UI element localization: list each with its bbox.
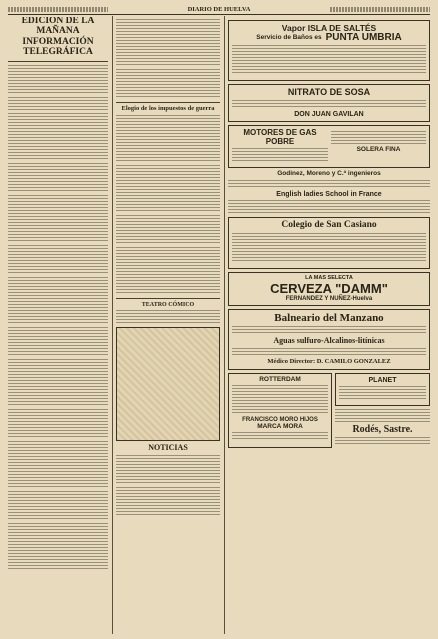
nitrato-title: NITRATO DE SOSA <box>287 87 371 98</box>
advert-motores <box>228 125 430 168</box>
text-block <box>232 148 328 162</box>
francisco-title: FRANCISCO MORO HIJOS <box>242 417 318 424</box>
text-block <box>232 326 426 335</box>
bottom-adverts <box>228 373 430 449</box>
text-block <box>335 437 430 446</box>
vapor-destination: PUNTA UMBRIA <box>325 31 402 43</box>
masthead-paper-name: DIARIO DE HUELVA <box>187 6 251 13</box>
text-block <box>8 195 108 243</box>
text-block <box>339 386 426 400</box>
text-block <box>8 65 108 95</box>
solera-title: SOLERA FINA <box>356 146 401 154</box>
advert-nitrato <box>228 84 430 122</box>
text-block <box>116 165 220 213</box>
planet-title: PLANET <box>368 376 397 384</box>
text-block <box>232 100 426 109</box>
masthead-left-lines <box>8 7 108 12</box>
text-block <box>116 69 220 99</box>
text-block <box>8 359 108 407</box>
theater-heading: TEATRO CÓMICO <box>141 301 195 308</box>
advert-balneario <box>228 309 430 370</box>
text-block <box>8 277 108 325</box>
text-block <box>8 491 108 521</box>
column-rule <box>112 16 113 634</box>
vapor-subtitle: Servicio de Baños es <box>256 33 322 41</box>
advert-cerveza <box>228 272 430 306</box>
text-block <box>8 245 108 275</box>
aguas-title: Aguas sulfuro-Alcalinos-litínicas <box>273 336 385 346</box>
schedule-text <box>232 45 426 75</box>
text-block <box>8 441 108 489</box>
rotterdam-title: ROTTERDAM <box>259 375 301 383</box>
column-rule <box>224 16 225 634</box>
text-block <box>8 97 108 111</box>
column-telegraph <box>8 17 108 634</box>
advert-rotterdam <box>228 373 332 449</box>
divider <box>116 102 220 103</box>
text-block <box>232 233 426 263</box>
text-block <box>8 327 108 357</box>
text-block <box>8 409 108 439</box>
column-advertisements <box>228 17 430 634</box>
divider <box>8 61 108 62</box>
text-block <box>116 247 220 295</box>
text-block <box>116 115 220 163</box>
colegio-title: Colegio de San Casiano <box>281 220 377 231</box>
edition-heading: EDICIÓN DE LA MAÑANA <box>21 17 95 36</box>
motores-title: MOTORES DE GAS POBRE <box>243 128 317 146</box>
cerveza-title: CERVEZA "DAMM" <box>270 280 388 296</box>
text-block <box>232 348 426 357</box>
medico-title: Médico Director: D. CAMILO GONZALEZ <box>267 357 391 365</box>
text-block <box>232 385 328 415</box>
text-block <box>228 200 430 214</box>
balneario-title: Balneario del Manzano <box>274 311 384 324</box>
masthead-right-lines <box>330 7 430 12</box>
text-block <box>232 432 328 441</box>
illustrated-advert <box>116 327 220 441</box>
english-school-title: English ladies School in France <box>276 190 382 198</box>
text-block <box>8 113 108 161</box>
marca-title: MARCA MORA <box>257 422 303 430</box>
text-block <box>331 131 426 145</box>
advert-colegio <box>228 217 430 269</box>
advert-vapor <box>228 20 430 81</box>
text-block <box>116 19 220 67</box>
column-local-news <box>116 17 220 634</box>
vapor-title: Vapor ISLA DE SALTÉS <box>281 23 377 33</box>
text-block <box>116 487 220 517</box>
cerveza-pretitle: LA MAS SELECTA <box>305 275 353 282</box>
text-block <box>116 455 220 485</box>
galvan-name: DON JUAN GAVILAN <box>294 110 364 118</box>
masthead <box>8 5 430 15</box>
notices-heading: NOTICIAS <box>148 443 188 453</box>
text-block <box>228 180 430 189</box>
text-block <box>8 523 108 571</box>
text-block <box>116 215 220 245</box>
rodes-title: Rodés, Sastre. <box>352 423 413 435</box>
divider <box>116 298 220 299</box>
text-block <box>116 310 220 324</box>
fernandez-title: FERNANDEZ Y NUÑEZ-Huelva <box>285 295 373 302</box>
text-block <box>8 163 108 193</box>
article-headline: Elogio de los impuestos de guerra <box>121 105 215 112</box>
text-block <box>335 409 430 423</box>
godinez-title: Godinez, Moreno y C.ª ingenieros <box>277 169 381 177</box>
telegraph-section-heading: INFORMACIÓN TELEGRÁFICA <box>22 36 94 57</box>
advert-planet <box>335 373 430 406</box>
